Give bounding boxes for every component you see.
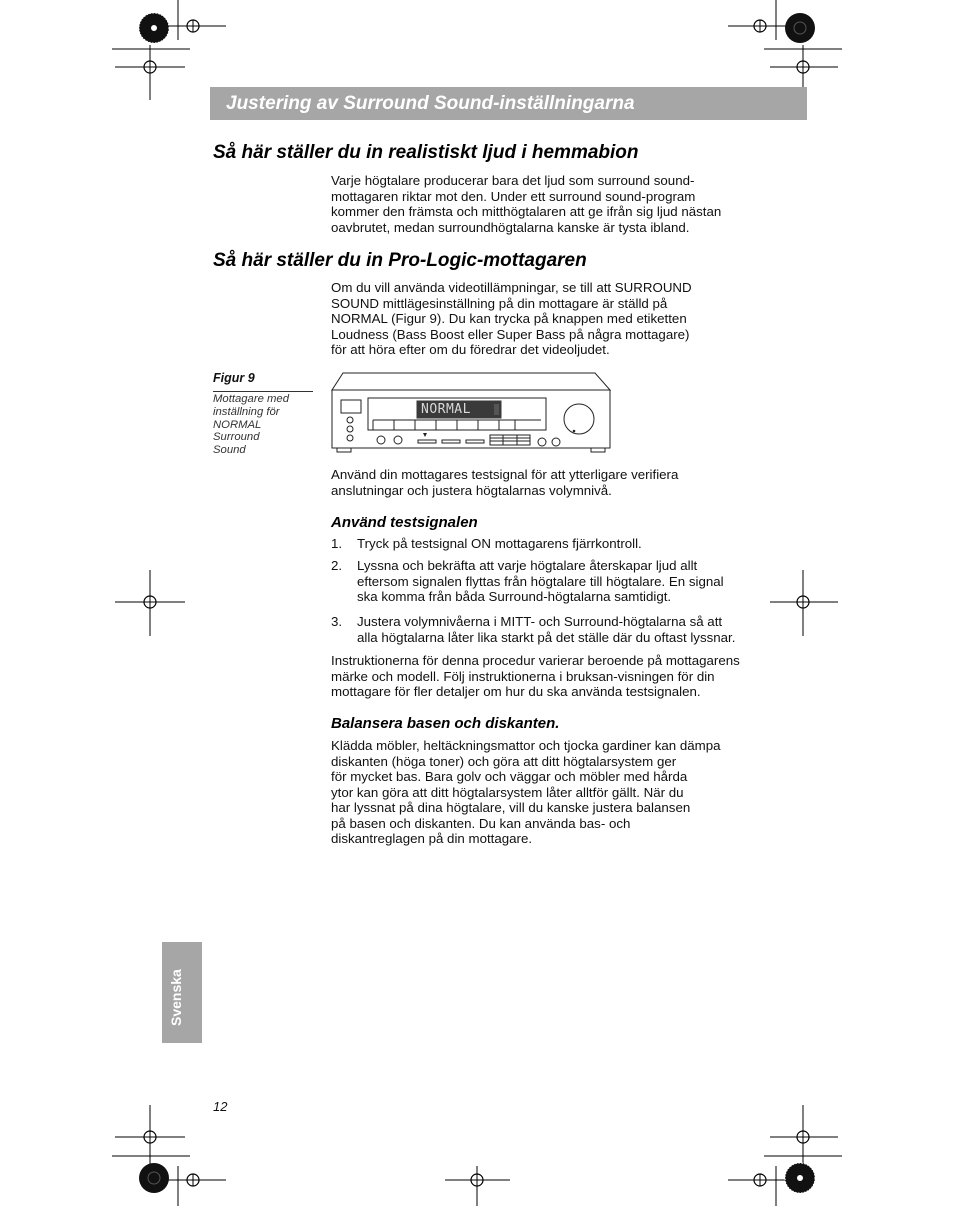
text-line: anslutningar och justera högtalarnas volymnivå.: [331, 482, 612, 498]
page-number: 12: [213, 1099, 228, 1114]
section1-heading: Så här ställer du in realistiskt ljud i hemmabion: [213, 142, 639, 163]
testsignal-heading: Använd testsignalen: [331, 514, 478, 531]
step-2: [331, 558, 751, 606]
text-line: ska komma från båda Surround-högtalarna samtidigt.: [357, 589, 672, 604]
text-line: för att höra efter om du föredrar det videoljudet.: [331, 342, 610, 357]
text-line: Lyssna och bekräfta att varje högtalare återskapar ljud allt: [357, 558, 698, 573]
text-line: ytor kan göra att ditt högtalarsystem låter alltför gällt. När du: [331, 784, 684, 800]
text-line: Loudness (Bass Boost eller Super Bass på några mottagare): [331, 326, 690, 342]
figure-label: Figur 9: [213, 371, 255, 385]
caption-line: Surround: [213, 431, 260, 444]
testsignal-note: [331, 653, 751, 700]
text-line: Om du vill använda videotillämpningar, se till att SURROUND: [331, 280, 692, 295]
figure-rule: [213, 391, 313, 392]
text-line: märke och modell. Följ instruktionerna i bruksan-visningen för din: [331, 668, 715, 684]
text-line: Instruktionerna för denna procedur varierar beroende på mottagarens: [331, 653, 740, 668]
text-line: på basen och diskanten. Du kan använda bas- och: [331, 815, 631, 831]
step-number: 3.: [331, 614, 343, 629]
balance-body: [331, 738, 751, 847]
text-line: mottagare för fler detaljer om hur du ska använda testsignalen.: [331, 684, 701, 699]
receiver-drawing: [329, 372, 613, 456]
text-line: oavbrutet, medan surroundhögtalarna kanske är tysta ibland.: [331, 219, 690, 235]
step-text: [357, 614, 742, 645]
caption-line: inställning för: [213, 405, 280, 418]
step-text: [357, 536, 742, 552]
language-tab: [162, 942, 202, 1043]
receiver-illustration: [329, 372, 613, 456]
caption-line: NORMAL: [213, 418, 262, 431]
text-line: SOUND mittlägesinställning på din mottagare är ställd på: [331, 295, 668, 311]
step-text: [357, 558, 742, 605]
text-line: diskantreglagen på din mottagare.: [331, 831, 533, 846]
step-number: 1.: [331, 536, 343, 551]
step-number: 2.: [331, 558, 343, 573]
text-line: Varje högtalare producerar bara det ljud som surround sound-: [331, 173, 695, 188]
caption-line: Mottagare med: [213, 393, 289, 405]
text-line: för mycket bas. Bara golv och väggar och möbler med hårda: [331, 769, 688, 784]
text-line: Använd din mottagares testsignal för att ytterligare verifiera: [331, 467, 679, 482]
text-line: diskanten (höga toner) och göra att ditt högtalarsystem ger: [331, 753, 677, 769]
language-tab-label: Svenska: [168, 969, 184, 1026]
text-line: eftersom signalen flyttas från högtalare till högtalare. En signal: [357, 573, 724, 589]
section2-body: [331, 280, 751, 358]
section-banner: [210, 87, 807, 120]
step-3: [331, 614, 751, 646]
verify-paragraph: [331, 467, 751, 498]
step-1: [331, 536, 751, 552]
text-line: NORMAL (Figur 9). Du kan trycka på knappen med etiketten: [331, 311, 687, 326]
text-line: Tryck på testsignal ON mottagarens fjärrkontroll.: [357, 536, 642, 551]
banner-title: Justering av Surround Sound-inställningarna: [226, 93, 635, 114]
figure-caption: [213, 393, 289, 457]
text-line: alla högtalarna låter lika starkt på det ställe där du oftast lyssnar.: [357, 629, 736, 645]
section1-body: [331, 173, 751, 235]
section2-heading: Så här ställer du in Pro-Logic-mottagaren: [213, 250, 587, 271]
text-line: Justera volymnivåerna i MITT- och Surround-högtalarna så att: [357, 614, 723, 629]
receiver-display: NORMAL: [421, 402, 471, 417]
caption-line: Sound: [213, 444, 246, 457]
text-line: kommer den främsta och mitthögtalaren att ge ifrån sig ljud nästan: [331, 204, 722, 219]
text-line: har lyssnat på dina högtalare, vill du kanske justera balansen: [331, 800, 691, 815]
balance-heading: Balansera basen och diskanten.: [331, 715, 560, 732]
text-line: Klädda möbler, heltäckningsmattor och tjocka gardiner kan dämpa: [331, 738, 721, 753]
text-line: mottagaren riktar mot den. Under ett surround sound-program: [331, 188, 696, 204]
